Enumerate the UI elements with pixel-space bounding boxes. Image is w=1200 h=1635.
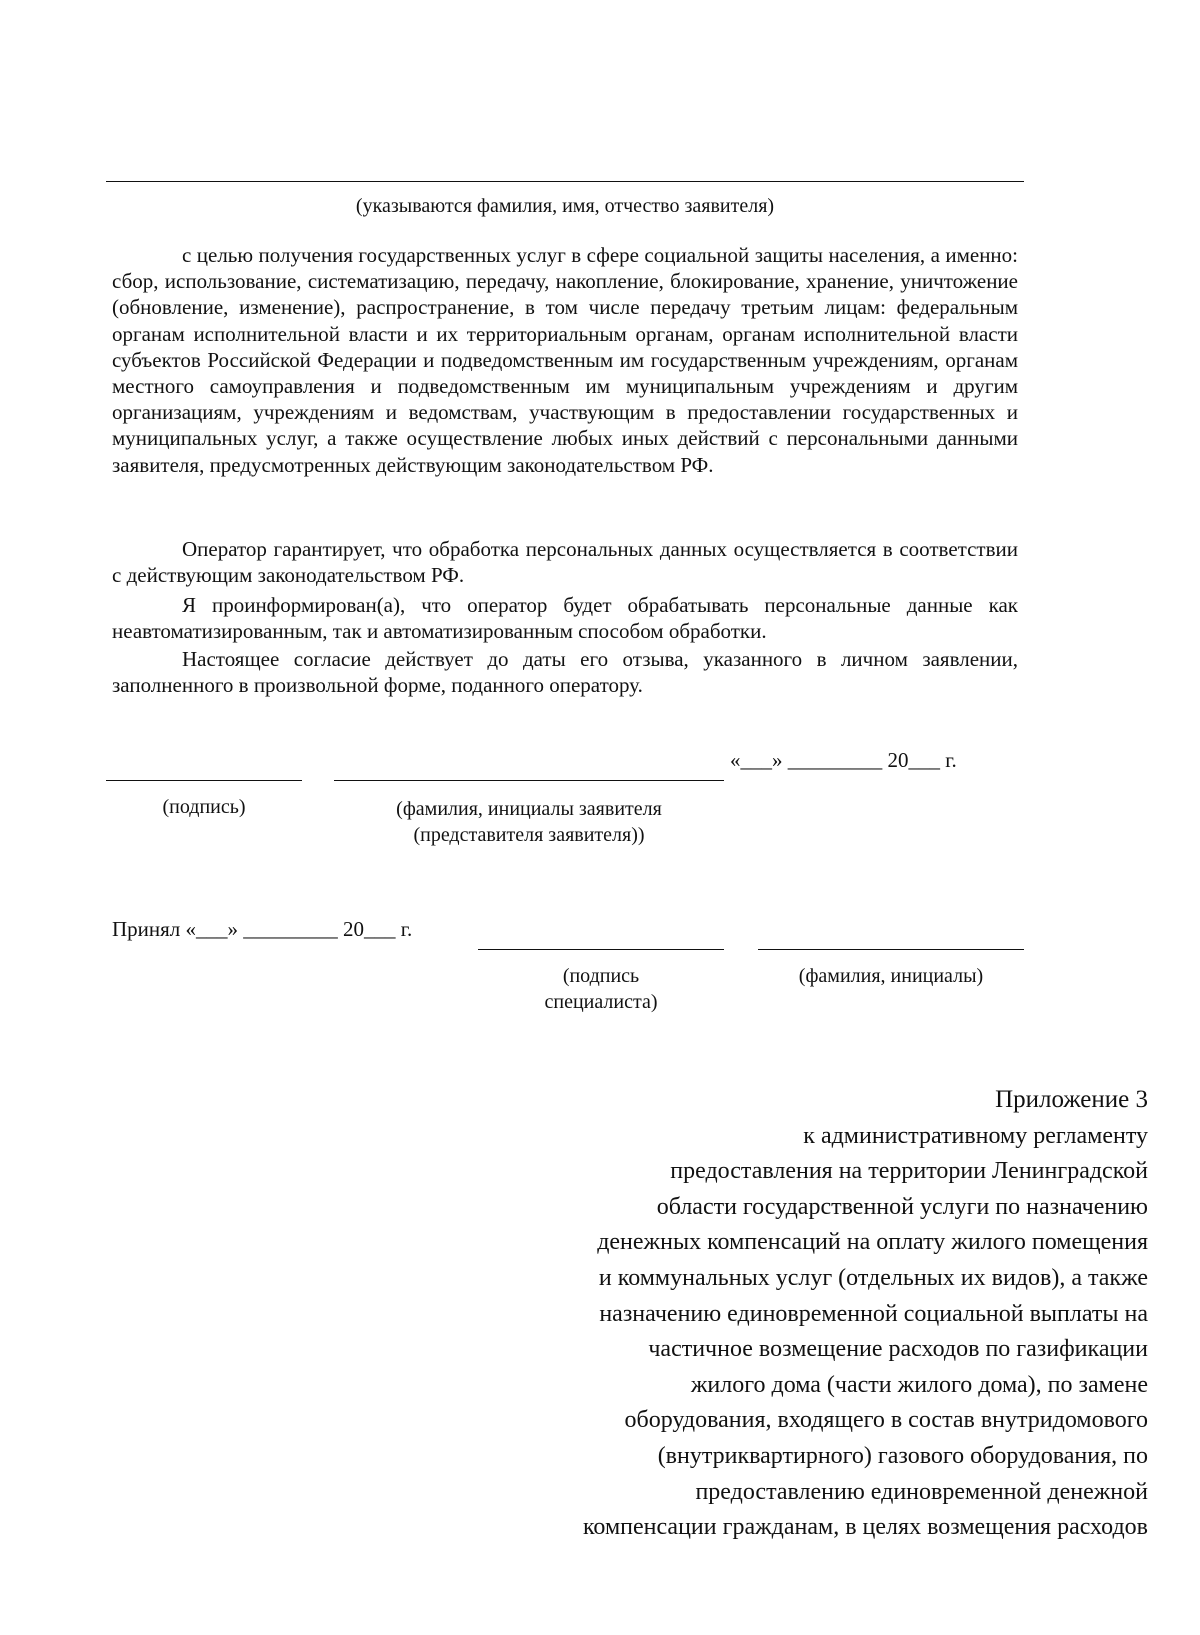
appendix-line: к административному регламенту (803, 1122, 1148, 1149)
consent-paragraph-guarantee (112, 536, 1018, 588)
consent-paragraph-informed-text: Я проинформирован(а), что оператор будет обрабатывать персональные данные как неавтоматизированным, так и автоматизированным способом обработки. (112, 593, 1018, 644)
signature-line (106, 780, 302, 781)
specialist-signature-line (478, 949, 724, 950)
appendix-line: области государственной услуги по назначению (656, 1193, 1148, 1220)
consent-paragraph-validity-text: Настоящее согласие действует до даты его отзыва, указанного в личном заявлении, заполненного в произвольной форме, поданного оператору. (112, 647, 1018, 698)
specialist-signature-caption-line2: специалиста) (544, 991, 658, 1013)
specialist-signature-caption-line1: (подпись (562, 965, 640, 987)
appendix-line: частичное возмещение расходов по газификации (648, 1336, 1148, 1363)
specialist-initials-caption: (фамилия, инициалы) (798, 965, 984, 987)
consent-paragraph-purpose-text: с целью получения государственных услуг в сфере социальной защиты населения, а именно: сбор, использование, систематизацию, передачу, накопление, блокирование, хранение, уничтожение (обновление, изменение), распространение, в том числе передачу третьим лицам: федеральным органам исполнительной власти и их территориальным органам, органам исполнительной власти субъектов Российской Федерации и подведомственным им государственным учреждениям, органам местного самоуправления и подведомственным им муниципальным учреждениям и другим организациям, учреждениям и ведомствам, участвующим в предоставлении государственных и муниципальных услуг, а также осуществление любых иных действий с персональными данными заявителя, предусмотренных действующим законодательством РФ. (112, 243, 1018, 477)
appendix-title: Приложение 3 (995, 1086, 1148, 1113)
signature-caption: (подпись) (162, 796, 246, 818)
appendix-line: денежных компенсаций на оплату жилого помещения (597, 1229, 1148, 1256)
specialist-initials-line (758, 949, 1024, 950)
applicant-initials-line (334, 780, 724, 781)
appendix-line: (внутриквартирного) газового оборудования, по (657, 1442, 1148, 1469)
consent-paragraph-informed (112, 592, 1018, 644)
appendix-block (448, 1082, 1148, 1546)
accepted-line: Принял «___» _________ 20___ г. (112, 917, 413, 941)
consent-paragraph-validity (112, 646, 1018, 698)
appendix-line: предоставления на территории Ленинградской (670, 1158, 1148, 1185)
applicant-initials-caption-line2: (представителя заявителя)) (413, 824, 645, 846)
appendix-line: компенсации гражданам, в целях возмещения расходов (582, 1514, 1148, 1541)
consent-paragraph-guarantee-text: Оператор гарантирует, что обработка персональных данных осуществляется в соответствии с действующим законодательством РФ. (112, 537, 1018, 588)
appendix-line: и коммунальных услуг (отдельных их видов), а также (598, 1264, 1148, 1291)
appendix-line: предоставлению единовременной денежной (695, 1478, 1148, 1505)
consent-paragraph-purpose (112, 242, 1018, 478)
appendix-line: оборудования, входящего в состав внутридомового (624, 1407, 1148, 1434)
applicant-name-caption: (указываются фамилия, имя, отчество заявителя) (355, 195, 775, 217)
appendix-line: жилого дома (части жилого дома), по замене (690, 1371, 1148, 1398)
applicant-name-line (106, 181, 1024, 182)
consent-date-line: «___» _________ 20___ г. (730, 748, 957, 772)
appendix-line: назначению единовременной социальной выплаты на (599, 1300, 1148, 1327)
applicant-initials-caption-line1: (фамилия, инициалы заявителя (396, 798, 662, 820)
